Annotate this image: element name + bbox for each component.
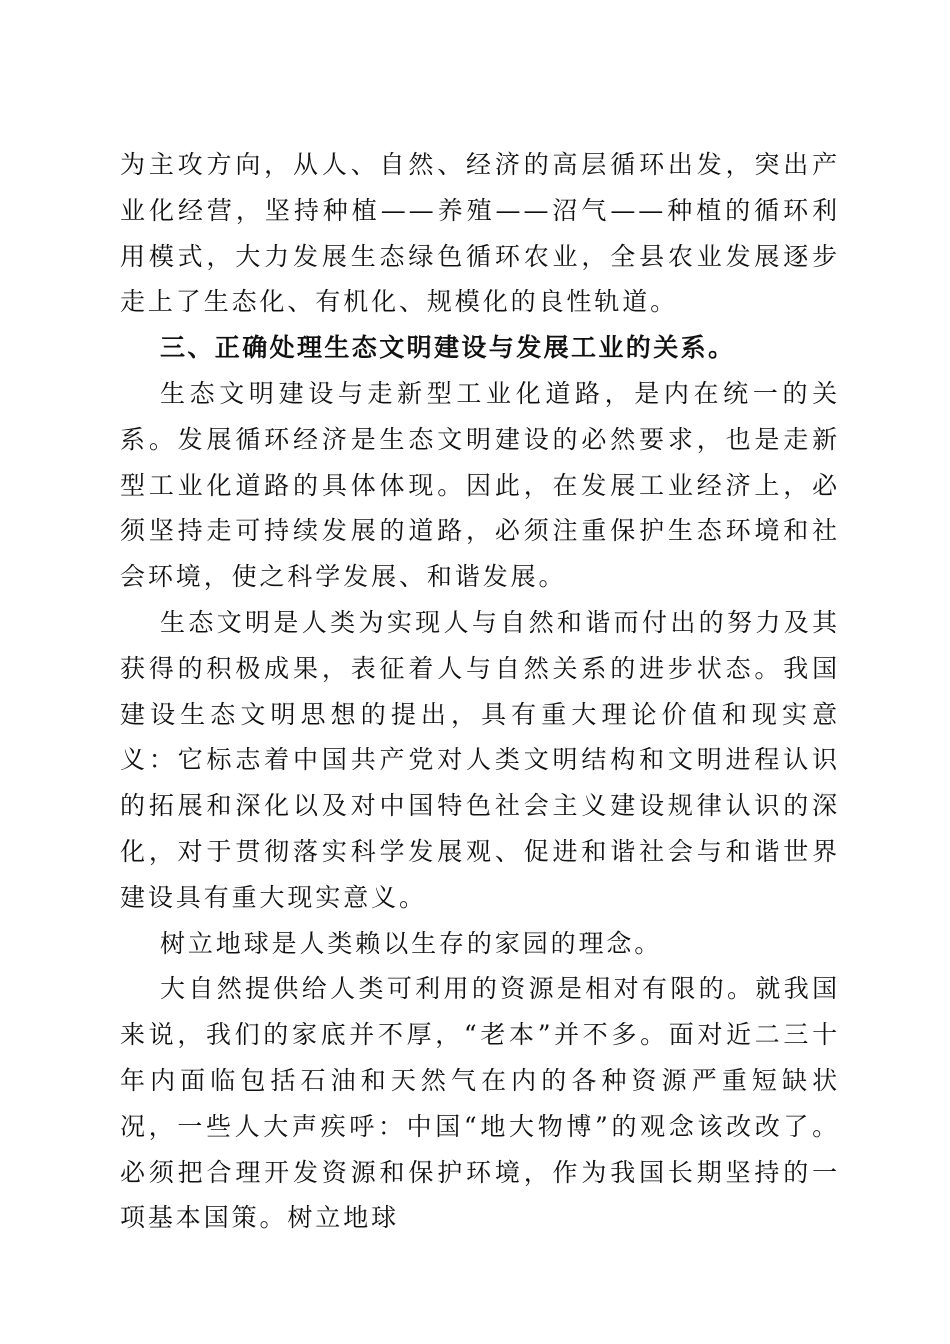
paragraph-earth-home-concept: 树立地球是人类赖以生存的家园的理念。 — [160, 928, 663, 958]
section-heading-three: 三、正确处理生态文明建设与发展工业的关系。 — [160, 333, 736, 363]
paragraph-continued: 为主攻方向，从人、自然、经济的高层循环出发，突出产业化经营，坚持种植——养殖——沼气——种植的循环利用模式，大力发展生态绿色循环农业，全县农业发展逐步走上了生态化、有机化、规模化的良性轨道。 — [120, 150, 840, 317]
document-body — [120, 142, 840, 1241]
paragraph-limited-resources: 大自然提供给人类可利用的资源是相对有限的。就我国来说，我们的家底并不厚，“老本”并不多。面对近二三十年内面临包括石油和天然气在内的各种资源严重短缺状况，一些人大声疾呼：中国“地大物博”的观念该改改了。必须把合理开发资源和保护环境，作为我国长期坚持的一项基本国策。树立地球 — [120, 974, 840, 1233]
paragraph-ecological-civilization: 生态文明是人类为实现人与自然和谐而付出的努力及其获得的积极成果，表征着人与自然关系的进步状态。我国建设生态文明思想的提出，具有重大理论价值和现实意义：它标志着中国共产党对人类文明结构和文明进程认识的拓展和深化以及对中国特色社会主义建设规律认识的深化，对于贯彻落实科学发展观、促进和谐社会与和谐世界建设具有重大现实意义。 — [120, 607, 840, 912]
paragraph-ecology-industry: 生态文明建设与走新型工业化道路，是内在统一的关系。发展循环经济是生态文明建设的必然要求，也是走新型工业化道路的具体体现。因此，在发展工业经济上，必须坚持走可持续发展的道路，必须注重保护生态环境和社会环境，使之科学发展、和谐发展。 — [120, 378, 840, 592]
